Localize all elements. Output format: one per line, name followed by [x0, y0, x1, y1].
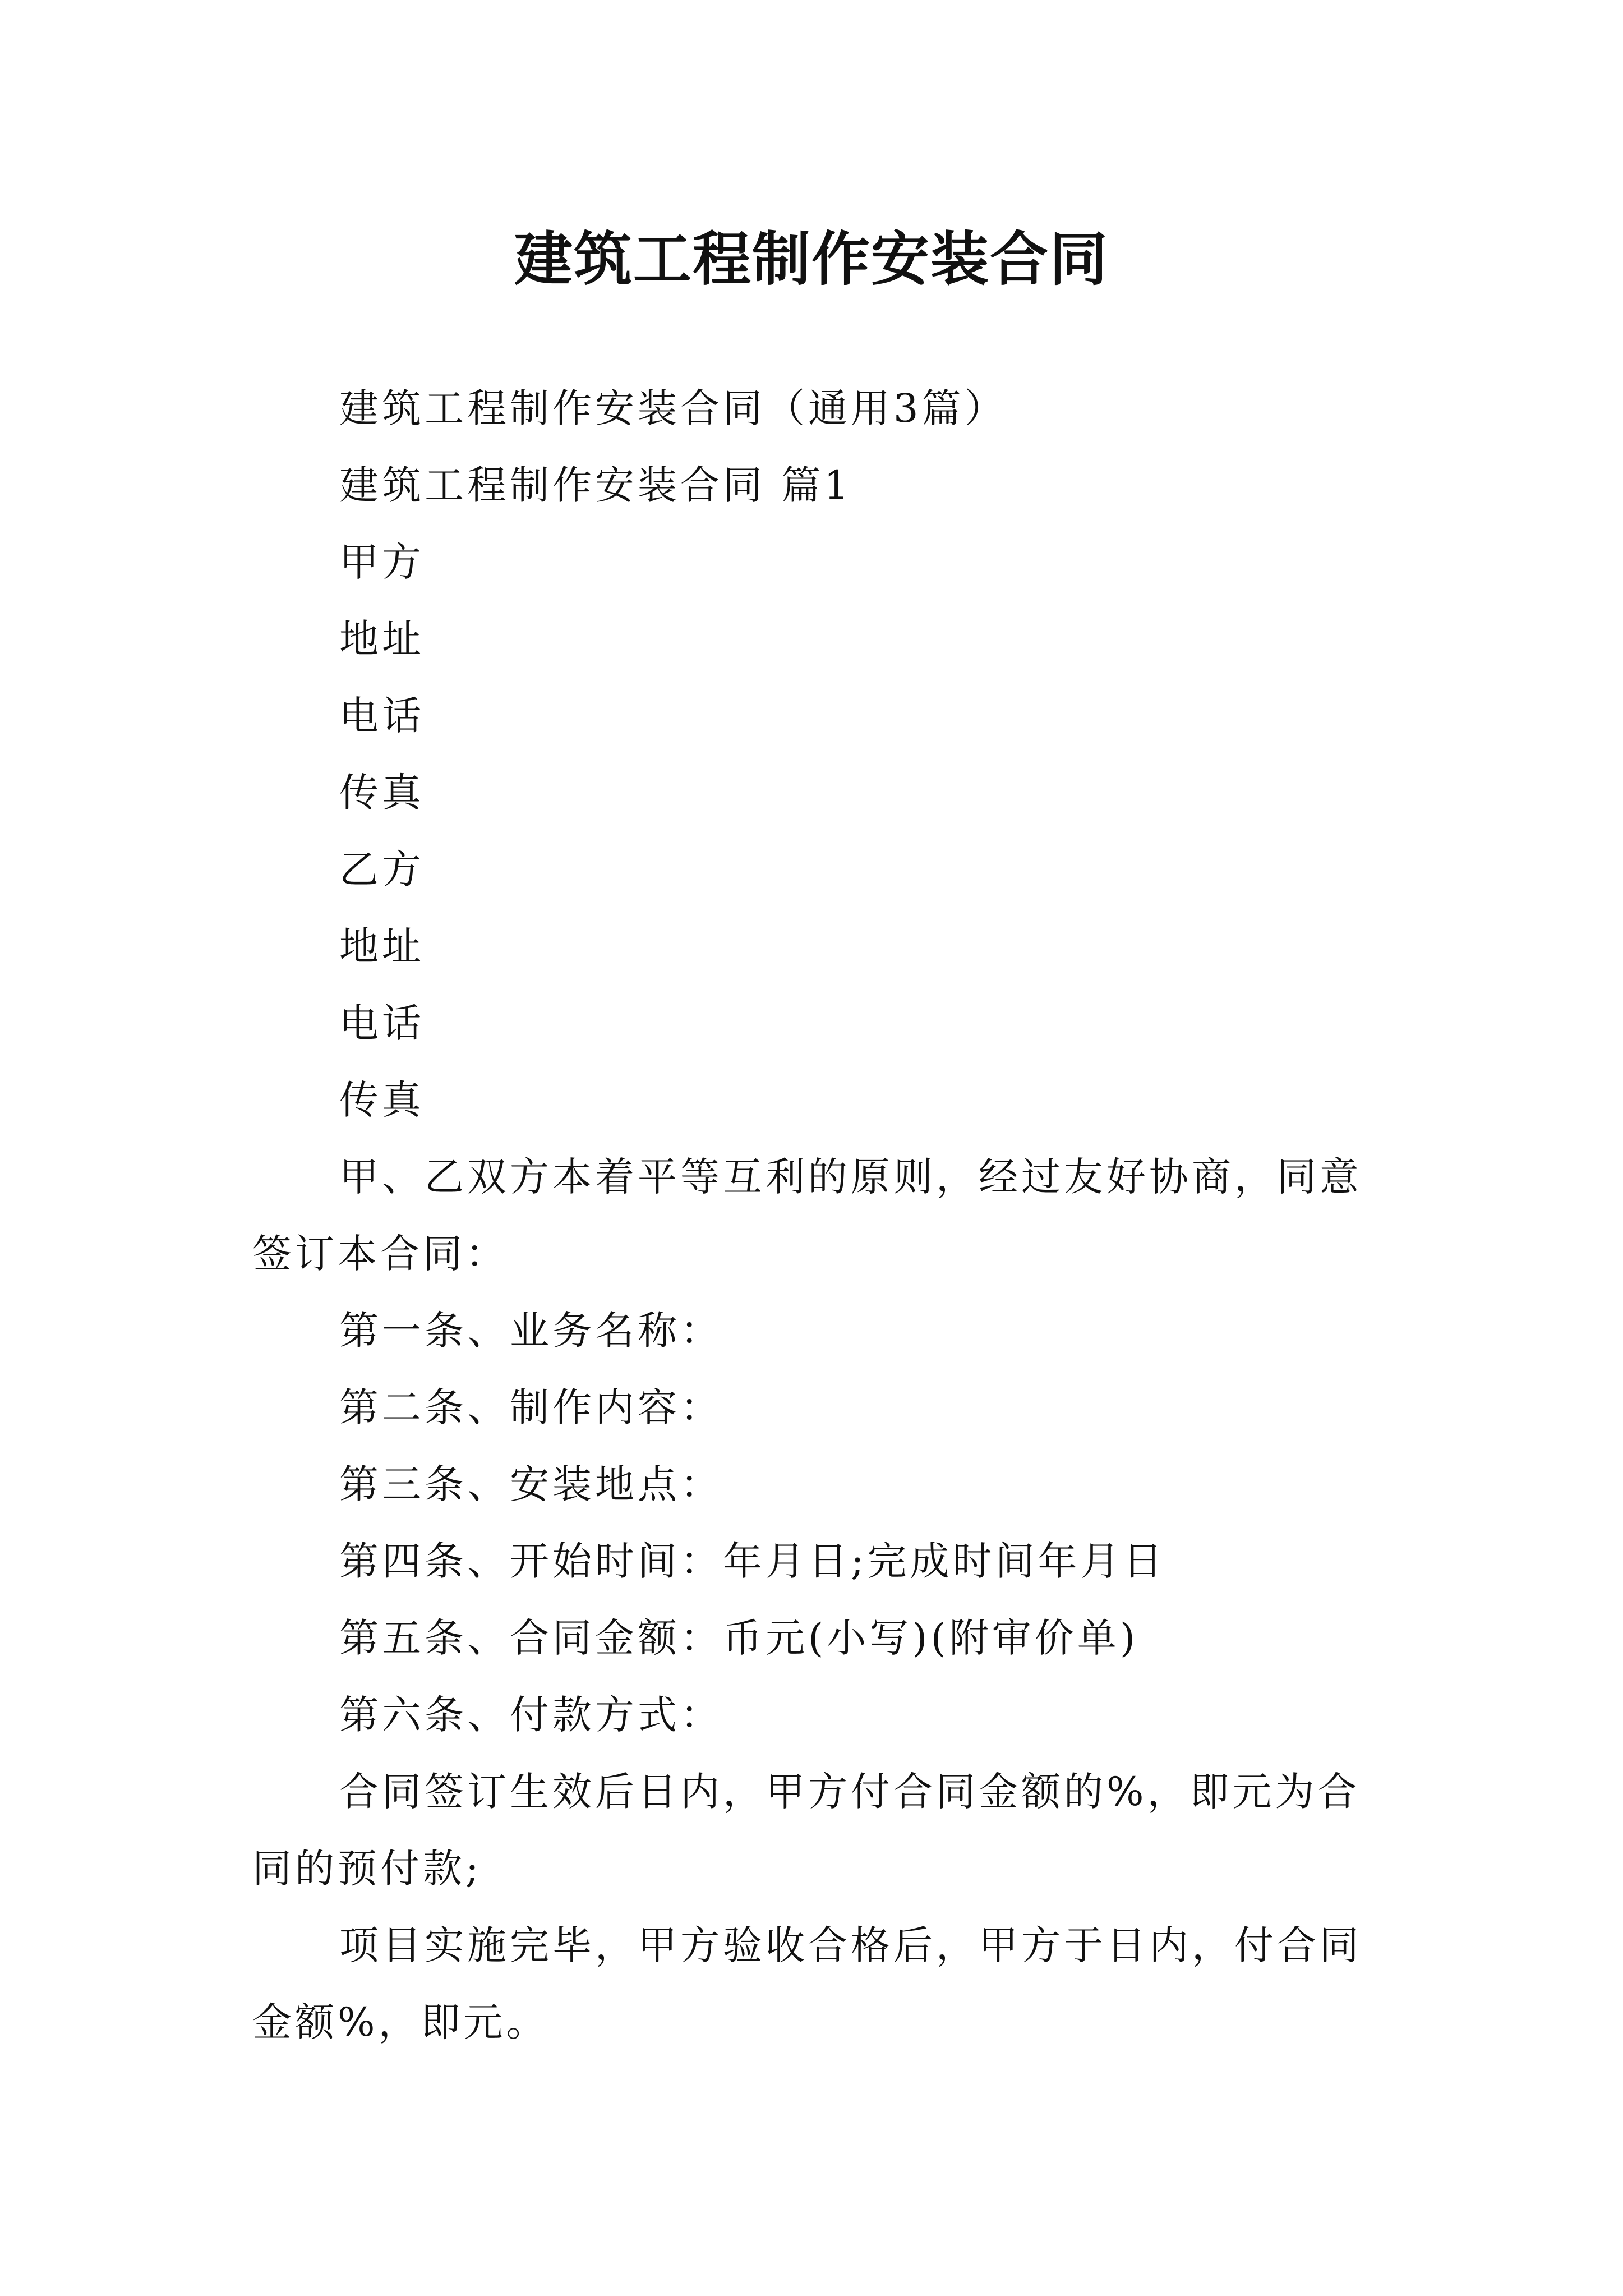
party-b-address-label: 地址 — [339, 923, 425, 969]
document-title: 建筑工程制作安装合同 — [514, 224, 1109, 293]
paragraph-part-heading: 建筑工程制作安装合同 篇1 — [339, 462, 852, 508]
agreement-intro-paragraph: 甲、乙双方本着平等互利的原则，经过友好协商，同意签订本合同： — [252, 1154, 1362, 1277]
article-1: 第一条、业务名称： — [339, 1308, 723, 1354]
party-b-label: 乙方 — [339, 846, 425, 892]
payment-clause-1: 合同签订生效后日内，甲方付合同金额的%，即元为合同的预付款; — [252, 1769, 1361, 1892]
article-5: 第五条、合同金额：币元(小写)(附审价单) — [339, 1615, 1139, 1661]
article-4: 第四条、开始时间：年月日;完成时间年月日 — [339, 1538, 1166, 1584]
party-a-phone-label: 电话 — [339, 693, 425, 739]
party-a-address-label: 地址 — [339, 616, 425, 662]
party-a-fax-label: 传真 — [339, 770, 425, 816]
payment-clause-2: 项目实施完毕，甲方验收合格后，甲方于日内，付合同金额%，即元。 — [252, 1922, 1362, 2045]
article-2: 第二条、制作内容： — [339, 1384, 723, 1430]
document-body — [252, 370, 1402, 2061]
party-b-fax-label: 传真 — [339, 1077, 425, 1123]
article-3: 第三条、安装地点： — [339, 1461, 723, 1507]
paragraph-subtitle: 建筑工程制作安装合同（通用3篇） — [339, 385, 1007, 431]
party-a-label: 甲方 — [339, 539, 425, 585]
party-b-phone-label: 电话 — [339, 1000, 425, 1046]
article-6: 第六条、付款方式： — [339, 1692, 723, 1738]
